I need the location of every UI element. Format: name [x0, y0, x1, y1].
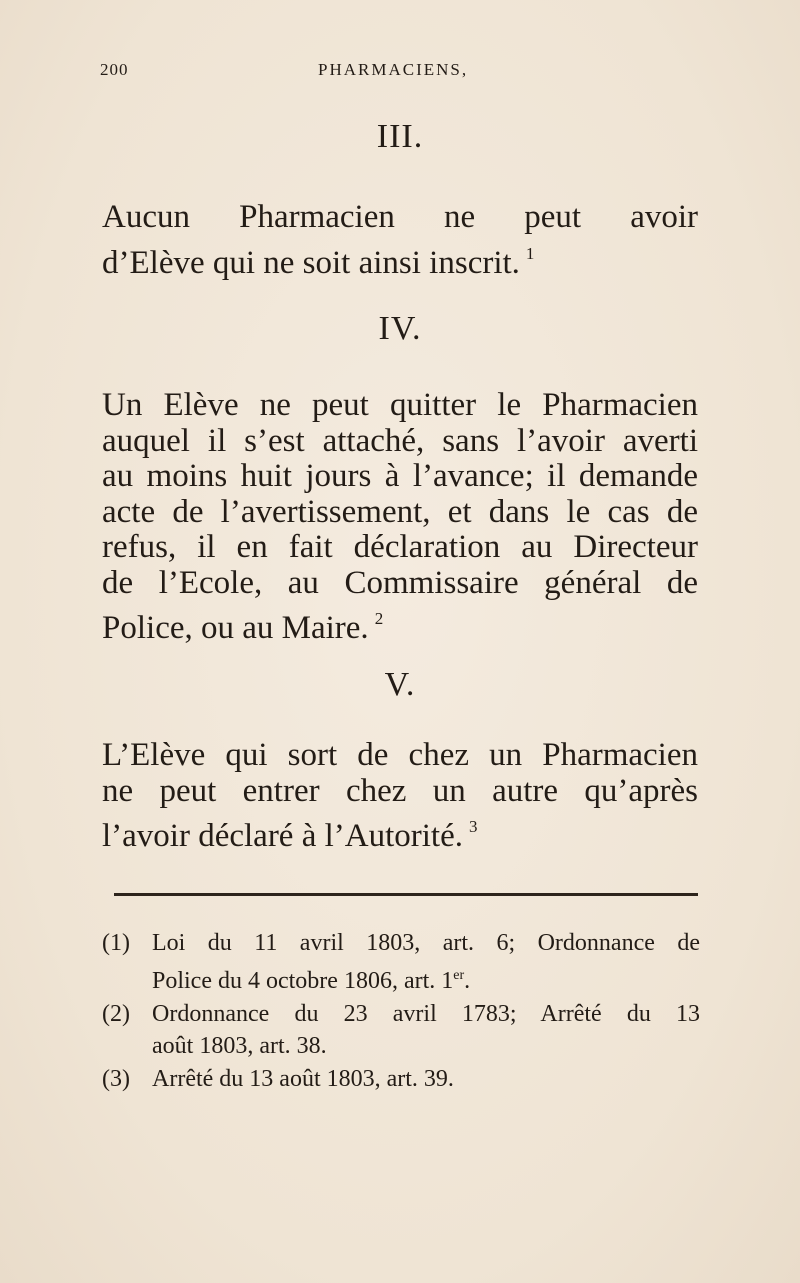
footnote-line	[152, 960, 700, 998]
text-line: de l’Ecole, au Commissaire général de	[102, 564, 698, 601]
text-line: L’Elève qui sort de chez un Pharmacien	[102, 737, 698, 773]
section-heading-v: V.	[384, 666, 416, 703]
text-line: auquel il s’est attaché, sans l’avoir averti	[102, 422, 698, 459]
footnotes	[100, 928, 700, 1098]
page-number: 200	[100, 60, 129, 79]
footnote-marker: (3)	[102, 1066, 130, 1092]
footnote-ref: 1	[525, 243, 535, 263]
section-heading-iii: III.	[376, 118, 424, 155]
footnote-marker: (2)	[102, 1001, 130, 1027]
footnote-line: Arrêté du 13 août 1803, art. 39.	[152, 1066, 454, 1092]
footnote-3	[100, 1064, 700, 1096]
footnote-divider	[114, 893, 698, 896]
footnote-marker: (1)	[102, 930, 130, 956]
footnote-1	[100, 928, 700, 997]
running-title: PHARMACIENS,	[318, 60, 469, 79]
text-line-content: l’avoir déclaré à l’Autorité.	[102, 818, 463, 854]
text-line: acte de l’avertissement, et dans le cas de	[102, 493, 698, 530]
footnote-line-content: Police du 4 octobre 1806, art. 1	[152, 967, 454, 994]
article-iv-text	[102, 388, 698, 647]
text-line: ne peut entrer chez un autre qu’après	[102, 772, 698, 809]
text-line: Aucun Pharmacien ne peut avoir	[102, 199, 698, 235]
superscript: er	[453, 967, 465, 983]
text-line: Un Elève ne peut quitter le Pharmacien	[102, 387, 698, 423]
text-line	[102, 236, 698, 282]
footnote-ref: 2	[374, 609, 384, 628]
article-v-text	[102, 738, 698, 855]
text-line: refus, il en fait déclaration au Directeur	[102, 529, 698, 565]
section-heading-iv: IV.	[378, 310, 422, 347]
footnote-trailing: .	[464, 967, 471, 994]
text-line	[102, 601, 698, 647]
footnote-line: Loi du 11 avril 1803, art. 6; Ordonnance de	[152, 930, 700, 956]
text-line-content: d’Elève qui ne soit ainsi inscrit.	[102, 244, 520, 281]
text-line	[102, 809, 698, 855]
footnote-2	[100, 999, 700, 1062]
text-line-content: Police, ou au Maire.	[102, 610, 369, 646]
text-line: au moins huit jours à l’avance; il demande	[102, 458, 698, 494]
footnote-line: Ordonnance du 23 avril 1783; Arrêté du 13	[152, 1001, 700, 1027]
footnote-line: août 1803, art. 38.	[152, 1032, 327, 1059]
article-iii-text	[102, 200, 698, 281]
running-head	[100, 60, 720, 84]
footnote-ref: 3	[469, 817, 478, 836]
